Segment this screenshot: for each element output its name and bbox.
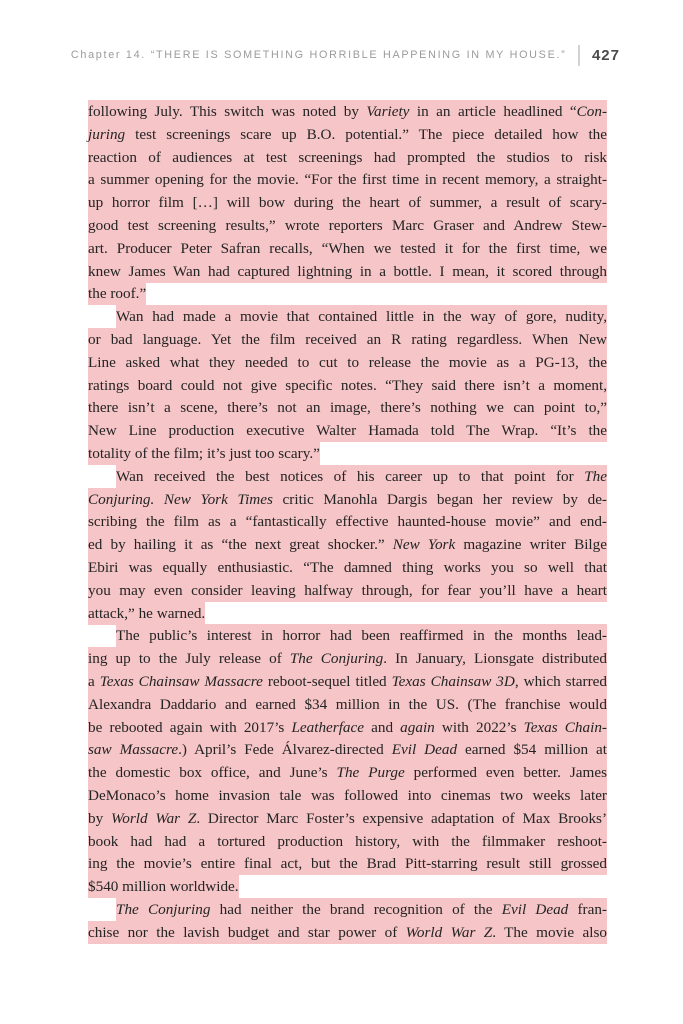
text-segment: New Line production executive Walter Hamada told The Wrap. “It’s the <box>88 422 607 440</box>
highlighted-text[interactable] <box>88 875 239 898</box>
italic-text-segment: again <box>400 718 435 736</box>
text-segment: totality of the film; it’s just too scary.” <box>88 444 320 462</box>
text-segment: book had had a tortured production history, with the filmmaker reshoot- <box>88 832 607 850</box>
highlighted-text[interactable] <box>88 647 607 670</box>
text-line <box>88 283 607 306</box>
text-segment: performed even better. James <box>404 764 607 782</box>
text-line <box>88 899 607 922</box>
chapter-title: Chapter 14. “THERE IS SOMETHING HORRIBLE HAPPENING IN MY HOUSE.” <box>70 49 567 61</box>
text-segment: ing up to the July release of <box>88 650 290 668</box>
text-segment: DeMonaco’s home invasion tale was followed into cinemas two weeks later <box>88 786 607 804</box>
italic-text-segment: Texas Chainsaw Massacre <box>99 672 263 690</box>
text-segment: following July. This switch was noted by <box>88 103 367 120</box>
text-line <box>88 329 607 352</box>
paragraph <box>88 306 607 466</box>
running-header <box>70 44 620 66</box>
highlighted-text[interactable] <box>88 738 607 761</box>
highlighted-text[interactable] <box>88 100 607 123</box>
text-line <box>88 192 607 215</box>
text-line <box>88 238 607 261</box>
italic-text-segment: Texas Chainsaw 3D <box>391 672 515 690</box>
highlighted-text[interactable] <box>116 898 607 921</box>
highlighted-text[interactable] <box>116 465 607 488</box>
text-segment: with 2022’s <box>434 718 524 736</box>
text-segment: ing the movie’s entire final act, but the Brad Pitt-starring result still grossed <box>88 855 607 873</box>
italic-text-segment: Variety <box>366 103 410 120</box>
highlighted-text[interactable] <box>88 761 607 784</box>
text-segment: the roof.” <box>88 285 147 303</box>
text-line <box>88 261 607 284</box>
text-line <box>88 785 607 808</box>
text-segment: art. Producer Peter Safran recalls, “When we tested it for the first time, we <box>88 239 607 257</box>
highlighted-text[interactable] <box>88 260 607 283</box>
highlighted-text[interactable] <box>88 807 607 830</box>
text-segment: . The movie also <box>492 923 607 941</box>
text-line <box>88 922 607 945</box>
text-line <box>88 694 607 717</box>
highlighted-text[interactable] <box>88 852 607 875</box>
text-line <box>88 147 607 170</box>
italic-text-segment: World War Z <box>110 809 197 827</box>
text-line <box>88 603 607 626</box>
italic-text-segment: Leatherface <box>291 718 364 736</box>
text-line <box>88 489 607 512</box>
text-segment: attack,” he warned. <box>88 604 206 622</box>
text-column <box>88 101 607 944</box>
highlighted-text[interactable] <box>88 784 607 807</box>
italic-text-segment: Evil Dead <box>501 900 569 918</box>
highlighted-text[interactable] <box>88 830 607 853</box>
highlighted-text[interactable] <box>116 305 607 328</box>
italic-text-segment: The Conjuring <box>116 900 211 918</box>
text-segment: test screenings scare up B.O. potential.” The piece detailed how the <box>125 125 607 143</box>
text-line <box>88 717 607 740</box>
text-line <box>88 511 607 534</box>
text-segment: Alexandra Daddario and earned $34 million in the US. (The franchise would <box>88 695 607 713</box>
text-line <box>88 169 607 192</box>
text-segment: reboot-sequel titled <box>262 672 392 690</box>
text-segment: ed by hailing it as “the next great shocker.” <box>88 536 393 554</box>
text-segment: and <box>364 718 401 736</box>
header-divider <box>578 45 580 66</box>
highlighted-text[interactable] <box>88 282 146 305</box>
highlighted-text[interactable] <box>88 921 607 944</box>
text-segment: knew James Wan had captured lightning in a bottle. I mean, it scored through <box>88 262 607 280</box>
paragraph <box>88 625 607 899</box>
highlighted-text[interactable] <box>88 533 607 556</box>
highlighted-text[interactable] <box>88 716 607 739</box>
text-segment: good test screening results,” wrote reporters Marc Graser and Andrew Stew- <box>88 216 607 234</box>
highlighted-text[interactable] <box>88 488 607 511</box>
italic-text-segment: World War Z <box>405 923 493 941</box>
text-line <box>88 648 607 671</box>
text-segment: or bad language. Yet the film received an R rating regardless. When New <box>88 330 607 348</box>
text-line <box>88 420 607 443</box>
italic-text-segment: juring <box>88 125 126 143</box>
text-line <box>88 671 607 694</box>
highlighted-text[interactable] <box>88 510 607 533</box>
text-line <box>88 101 607 124</box>
page-number: 427 <box>591 46 620 64</box>
text-segment: up horror film […] will bow during the heart of summer, a result of scary- <box>88 194 607 212</box>
italic-text-segment: Texas Chain- <box>523 718 607 736</box>
text-line <box>88 557 607 580</box>
text-line <box>88 352 607 375</box>
text-line <box>88 739 607 762</box>
text-segment: had neither the brand recognition of the <box>210 900 502 918</box>
italic-text-segment: Con- <box>576 103 607 120</box>
highlighted-text[interactable] <box>88 670 607 693</box>
highlighted-text[interactable] <box>88 328 607 351</box>
highlighted-text[interactable] <box>88 374 607 397</box>
paragraph <box>88 899 607 945</box>
text-segment: Wan had made a movie that contained little in the way of gore, nudity, <box>116 308 607 326</box>
text-segment: . In January, Lionsgate distributed <box>383 650 607 668</box>
text-segment: .) April’s Fede Álvarez-directed <box>178 741 392 759</box>
text-line <box>88 124 607 147</box>
text-segment: reaction of audiences at test screenings had prompted the studios to risk <box>88 148 607 166</box>
text-segment: be rebooted again with 2017’s <box>88 718 292 736</box>
highlighted-text[interactable] <box>88 556 607 579</box>
text-segment: earned $54 million at <box>457 741 607 759</box>
text-line <box>88 534 607 557</box>
italic-text-segment: saw Massacre <box>88 741 179 759</box>
text-line <box>88 831 607 854</box>
highlighted-text[interactable] <box>88 146 607 169</box>
highlighted-text[interactable] <box>116 624 607 647</box>
text-segment: the domestic box office, and June’s <box>88 764 337 782</box>
highlighted-text[interactable] <box>88 123 607 146</box>
text-line <box>88 762 607 785</box>
text-segment: $540 million worldwide. <box>88 878 239 896</box>
italic-text-segment: Conjuring. New York Times <box>88 490 273 508</box>
italic-text-segment: Evil Dead <box>391 741 458 759</box>
highlighted-text[interactable] <box>88 351 607 374</box>
text-segment: Wan received the best notices of his career up to that point for <box>116 467 585 485</box>
italic-text-segment: The Purge <box>336 764 405 782</box>
text-line <box>88 443 607 466</box>
text-line <box>88 808 607 831</box>
text-line <box>88 397 607 420</box>
highlighted-text[interactable] <box>88 237 607 260</box>
text-segment: The public’s interest in horror had been reaffirmed in the months lead- <box>116 627 607 645</box>
italic-text-segment: The <box>584 467 607 485</box>
text-segment: scribing the film as a “fantastically effective haunted-house movie” and end- <box>88 513 607 531</box>
text-line <box>88 625 607 648</box>
text-segment: you may even consider leaving halfway through, for fear you’ll have a heart <box>88 581 607 599</box>
text-line <box>88 853 607 876</box>
highlighted-text[interactable] <box>88 191 607 214</box>
highlighted-text[interactable] <box>88 579 607 602</box>
text-segment: ratings board could not give specific notes. “They said there isn’t a moment, <box>88 376 607 394</box>
text-segment: , which starred <box>514 672 608 690</box>
text-segment: in an article headlined “ <box>409 103 577 120</box>
highlighted-text[interactable] <box>88 214 607 237</box>
text-segment: there isn’t a scene, there’s not an image, there’s nothing we can point to,” <box>88 399 607 417</box>
highlighted-text[interactable] <box>88 693 607 716</box>
paragraph <box>88 466 607 626</box>
text-line <box>88 375 607 398</box>
highlighted-text[interactable] <box>88 396 607 419</box>
highlighted-text[interactable] <box>88 442 320 465</box>
text-line <box>88 876 607 899</box>
italic-text-segment: New York <box>392 536 456 554</box>
text-segment: . Director Marc Foster’s expensive adaptation of Max Brooks’ <box>196 809 608 827</box>
text-segment: chise nor the lavish budget and star power of <box>88 923 406 941</box>
italic-text-segment: The Conjuring <box>289 650 384 668</box>
text-line <box>88 306 607 329</box>
text-segment: a <box>88 672 100 690</box>
text-segment: Line asked what they needed to cut to release the movie as a PG-13, the <box>88 353 607 371</box>
text-line <box>88 580 607 603</box>
text-segment: fran- <box>568 900 607 918</box>
highlighted-text[interactable] <box>88 419 607 442</box>
text-segment: magazine writer Bilge <box>455 536 607 554</box>
highlighted-text[interactable] <box>88 168 607 191</box>
text-line <box>88 215 607 238</box>
text-segment: a summer opening for the movie. “For the first time in recent memory, a straight- <box>88 171 607 189</box>
paragraph <box>88 101 607 306</box>
text-segment: critic Manohla Dargis began her review by de- <box>272 490 607 508</box>
text-segment: Ebiri was equally enthusiastic. “The damned thing works you so well that <box>88 558 607 576</box>
text-segment: by <box>88 809 111 827</box>
text-line <box>88 466 607 489</box>
highlighted-text[interactable] <box>88 602 205 625</box>
